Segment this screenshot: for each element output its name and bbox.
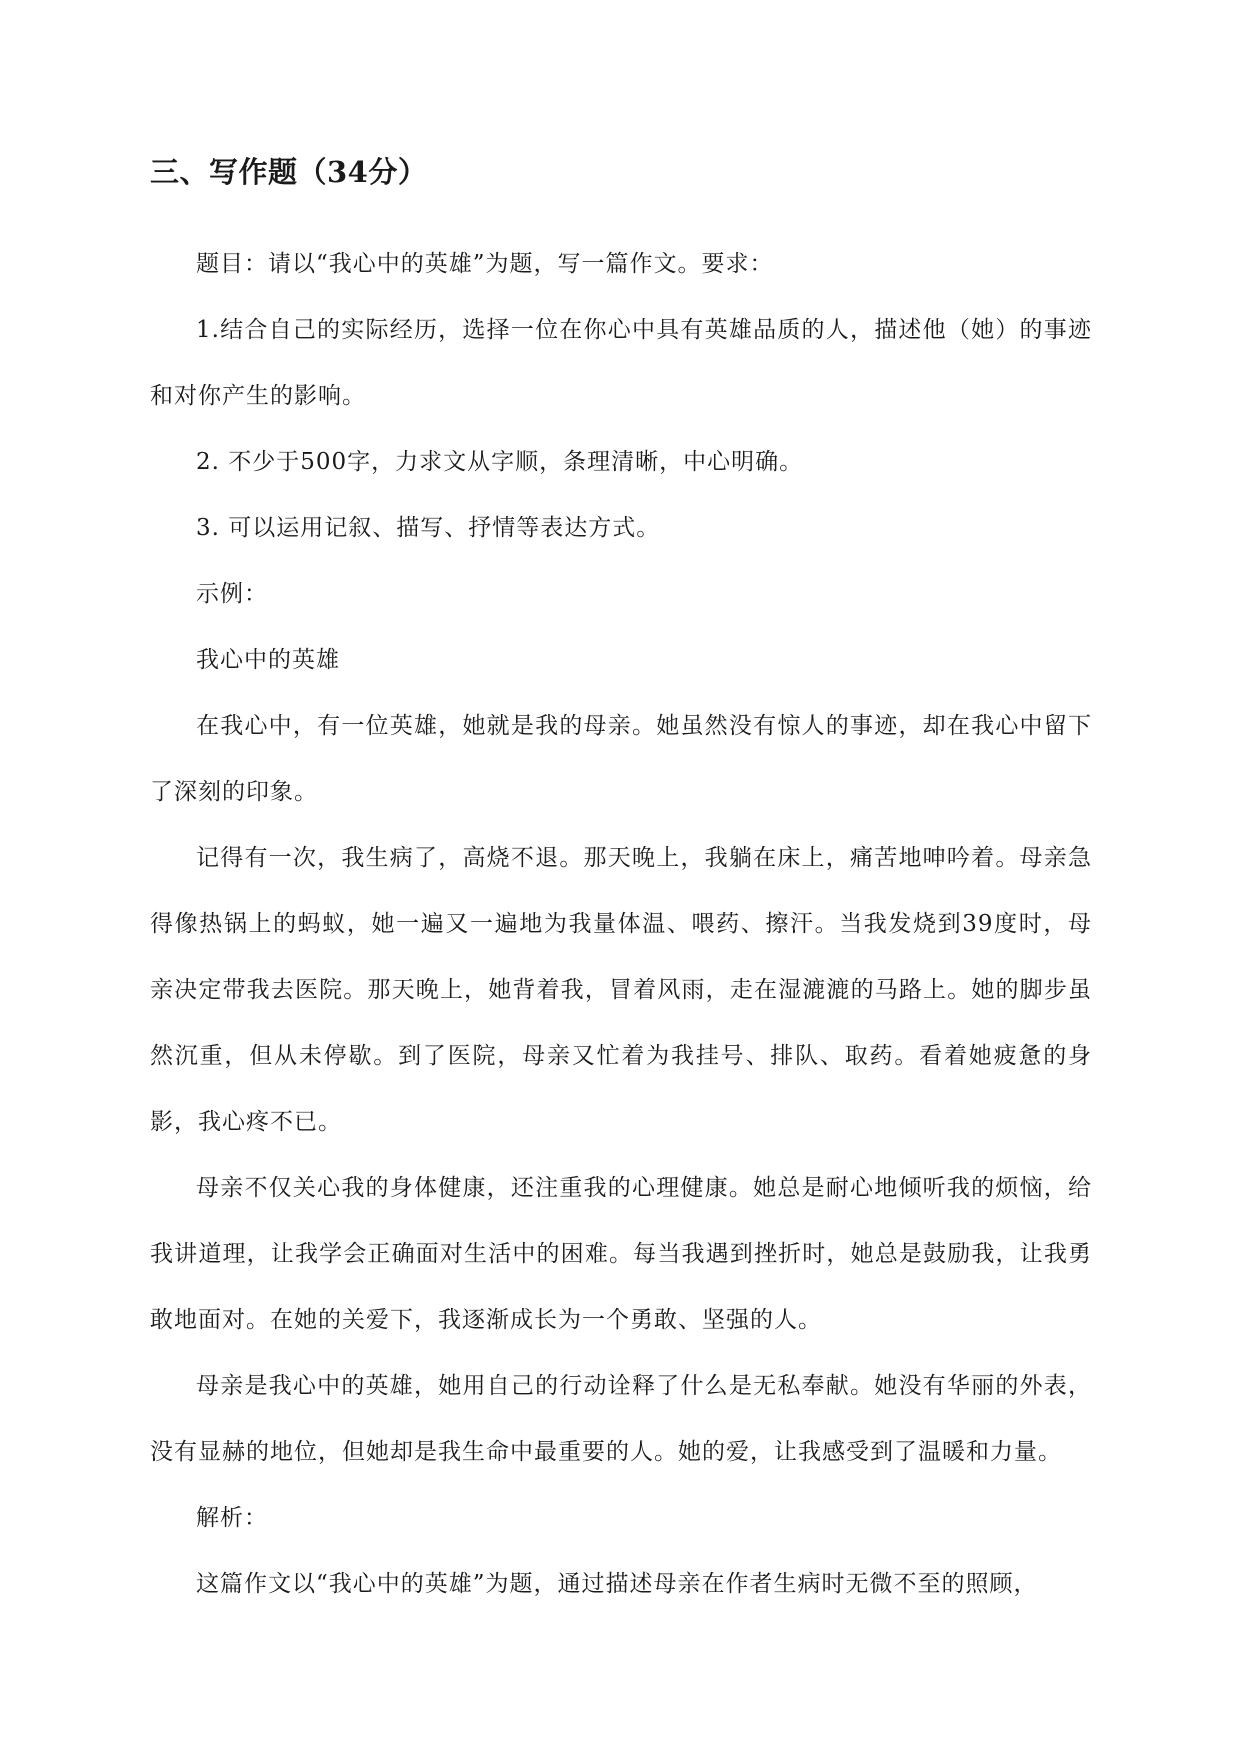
section-heading: 三、写作题（34分） — [150, 155, 428, 189]
document-body — [150, 231, 1092, 1617]
analysis-label: 解析： — [196, 1505, 268, 1531]
essay-paragraph: 母亲不仅关心我的身体健康，还注重我的心理健康。她总是耐心地倾听我的烦恼，给我讲道理，让我学会正确面对生活中的困难。每当我遇到挫折时，她总是鼓励我，让我勇敢地面对。在她的关爱下，我逐渐成长为一个勇敢、坚强的人。 — [150, 1175, 1092, 1333]
analysis-paragraph: 这篇作文以“我心中的英雄”为题，通过描述母亲在作者生病时无微不至的照顾， — [196, 1571, 1038, 1597]
essay-title: 我心中的英雄 — [196, 647, 340, 673]
requirement-3: 3. 可以运用记叙、描写、抒情等表达方式。 — [196, 515, 661, 541]
essay-paragraph: 母亲是我心中的英雄，她用自己的行动诠释了什么是无私奉献。她没有华丽的外表，没有显赫的地位，但她却是我生命中最重要的人。她的爱，让我感受到了温暖和力量。 — [150, 1373, 1092, 1465]
essay-paragraph: 记得有一次，我生病了，高烧不退。那天晚上，我躺在床上，痛苦地呻吟着。母亲急得像热锅上的蚂蚁，她一遍又一遍地为我量体温、喂药、擦汗。当我发烧到39度时，母亲决定带我去医院。那天晚上，她背着我，冒着风雨，走在湿漉漉的马路上。她的脚步虽然沉重，但从未停歇。到了医院，母亲又忙着为我挂号、排队、取药。看着她疲惫的身影，我心疼不已。 — [150, 845, 1092, 1135]
requirement-1: 1.结合自己的实际经历，选择一位在你心中具有英雄品质的人，描述他（她）的事迹和对你产生的影响。 — [150, 317, 1092, 409]
essay-paragraph: 在我心中，有一位英雄，她就是我的母亲。她虽然没有惊人的事迹，却在我心中留下了深刻的印象。 — [150, 713, 1092, 805]
prompt-title: 题目：请以“我心中的英雄”为题，写一篇作文。要求： — [196, 251, 774, 277]
requirement-2: 2. 不少于500字，力求文从字顺，条理清晰，中心明确。 — [196, 449, 804, 475]
example-label: 示例： — [196, 581, 268, 607]
